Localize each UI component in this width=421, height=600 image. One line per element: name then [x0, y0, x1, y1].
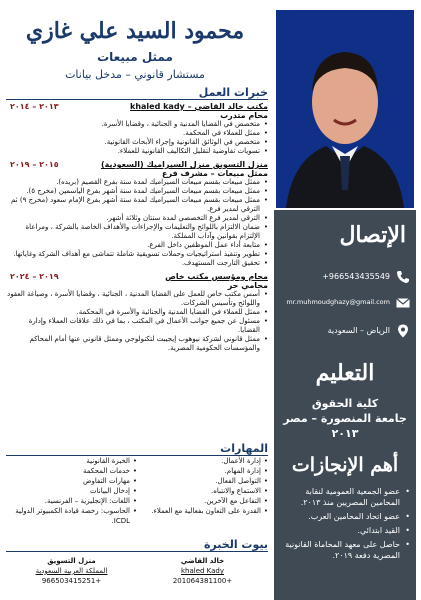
- list-item: • تحقيق التارجت المستهدف.: [6, 259, 268, 268]
- reference-2: [6, 556, 137, 586]
- skills-heading: المهارات: [6, 442, 268, 456]
- email-icon: [396, 296, 410, 310]
- email-address[interactable]: mr.muhmoudghazy@gmail.com: [286, 298, 390, 306]
- list-item: • القدرة على التعاون بفعالية مع العملاء.: [137, 506, 268, 516]
- list-item: • الخبرة القانونية: [6, 456, 137, 466]
- list-item: • تسويات تفاوضية لتقليل التكاليف القانونية للعملاء.: [6, 147, 268, 156]
- list-item: • متابعة أداء عمل الموظفين داخل الفرع.: [6, 241, 268, 250]
- reference-1: [137, 556, 268, 586]
- job-title: ممثل مبيعات: [97, 50, 173, 64]
- job-1-dates: ٢٠١٣ – ٢٠١٤: [10, 102, 59, 111]
- reference-1-label: خالد القاضي: [180, 557, 225, 565]
- education-details: [274, 396, 416, 441]
- list-item: • عضو الجمعية العمومية لنقابة المحامين المصريين منذ ٢٠١٣.: [274, 486, 416, 508]
- list-item: • أسس مكتب خاص للعمل على القضايا المدنية ، الجنائية ، وقضايا الأسرة ، وصياغة العقود واللوائح وتأسيس الشركات.: [6, 290, 268, 308]
- reference-1-name: khaled Kady: [180, 567, 225, 575]
- reference-2-phone: +966503415251: [41, 577, 102, 585]
- list-item: • إدارة الأعمال.: [137, 456, 268, 466]
- achievements-heading: أهم الإنجازات: [291, 454, 399, 476]
- references-section: [6, 538, 268, 586]
- list-item: • ممثل للعملاء في القضايا المدنية والجنائية والأسرة في المحكمة.: [6, 308, 268, 317]
- references-heading: بيوت الخبرة: [6, 538, 268, 552]
- skills-section: [6, 442, 268, 526]
- skills-list-left: [6, 456, 137, 526]
- education-heading: التعليم: [315, 360, 375, 386]
- list-item: • عضو اتحاد المحامين العرب.: [274, 511, 416, 522]
- list-item: • الترقي لمدير فرع التخصصي لمدة سنتان وثلاثة أشهر.: [6, 214, 268, 223]
- list-item: • ممثل مبيعات بقسم مبيعات السيراميك لمدة سنة بفرع القصيم (بريده).: [6, 178, 268, 187]
- experience-section: [6, 86, 268, 353]
- list-item: • الحاسوب: رخصة قيادة الكمبيوتر الدولية ICDL.: [6, 506, 137, 526]
- list-item: • ضمان الالتزام باللوائح والتعليمات والإجراءات والأهداف الخاصة بالشركة ، ومراعاة الإلتزام بقوانين وآداب المملكة.: [6, 223, 268, 241]
- job-3-dates: ٢٠١٩ – ٢٠٢٤: [10, 272, 59, 281]
- list-item: • متخصص في الوثائق القانونية وإجراء الأبحاث القانونية.: [6, 138, 268, 147]
- job-2-duties: [6, 178, 268, 268]
- list-item: • ممثل للعملاء في المحكمة.: [6, 129, 268, 138]
- job-3-company: محام ومؤسس مكتب خاص: [165, 272, 268, 281]
- job-1: [6, 102, 268, 156]
- job-1-duties: [6, 120, 268, 156]
- job-2-role: ممثل مبيعات – مشرف فرع: [162, 169, 268, 178]
- education-line: جامعة المنصورة – مصر: [283, 412, 407, 425]
- list-item: • ممثل مبيعات بقسم مبيعات السيراميك لمدة سنة أشهر بفرع الإمام سعود (مخرج ٩) ثم الترقي لمدير فرع.: [6, 196, 268, 214]
- contact-heading: الإتصال: [339, 222, 406, 248]
- reference-2-name: المملكة العربية السعودية: [35, 567, 108, 575]
- list-item: • ممثل مبيعات بقسم مبيعات السيراميك لمدة سنة أشهر بفرع الياسمين (مخرج ٥).: [6, 187, 268, 196]
- list-item: • اللغات: الإنجليزية – الفرنسية.: [6, 496, 137, 506]
- reference-2-label: منزل التسويق: [47, 557, 96, 565]
- reference-1-phone: +201064381100: [172, 577, 233, 585]
- list-item: • خدمات المحكمة: [6, 466, 137, 476]
- list-item: • حاصل على معهد المحاماة القانونية المصرية دفعة ٢٠١٩.: [274, 539, 416, 561]
- list-item: • ممثل قانوني لشركة نيوهوب إيجيبت لتكنولوجي وممثل قانوني عنها أمام المحاكم والمؤسسات الحكومية المصرية.: [6, 335, 268, 353]
- job-2-dates: ٢٠١٥ – ٢٠١٩: [10, 160, 59, 169]
- skills-list-right: [137, 456, 268, 526]
- job-3: [6, 272, 268, 353]
- location-text: الرياض – السعودية: [327, 326, 390, 335]
- phone-number[interactable]: +966543435549: [322, 272, 390, 281]
- location-pin-icon: [396, 324, 410, 338]
- job-subtitle: مستشار قانوني – مدخل بيانات: [65, 68, 205, 81]
- experience-heading: خبرات العمل: [6, 86, 268, 100]
- list-item: • القيد ابتدائي.: [274, 525, 416, 536]
- job-2: [6, 160, 268, 268]
- sidebar: [274, 210, 416, 600]
- education-line: ٢٠١٣: [331, 427, 359, 440]
- education-line: كلية الحقوق: [311, 397, 379, 410]
- profile-photo: [276, 10, 414, 208]
- list-item: • التواصل الفعال.: [137, 476, 268, 486]
- job-2-company: منزل التسويق منزل السيراميك (السعودية): [100, 160, 268, 169]
- list-item: • التفاعل مع الآخرين.: [137, 496, 268, 506]
- candidate-name: محمود السيد علي غازي: [25, 18, 245, 44]
- job-3-role: محامي حر: [227, 281, 268, 290]
- job-3-duties: [6, 290, 268, 353]
- list-item: • مهارات التفاوض: [6, 476, 137, 486]
- list-item: • الاستماع والانتباه.: [137, 486, 268, 496]
- achievements-list: [274, 486, 416, 564]
- list-item: • مسئول عن جميع جوانب الأعمال في المكتب ، بما في ذلك علاقات العملاء وإدارة القضايا.: [6, 317, 268, 335]
- list-item: • إدارة المهام.: [137, 466, 268, 476]
- list-item: • متخصص في القضايا المدنية و الجنائية ، وقضايا الأسرة.: [6, 120, 268, 129]
- list-item: • إدخال البيانات: [6, 486, 137, 496]
- job-1-role: محام متدرب: [220, 111, 268, 120]
- list-item: • تطوير وتنفيذ استراتيجيات وحملات تسويقية شاملة تتماشى مع أهداف الشركة وغاياتها.: [6, 250, 268, 259]
- job-1-company: مكتب خالد القاضي – khaled kady: [130, 102, 268, 111]
- phone-icon: [396, 270, 410, 284]
